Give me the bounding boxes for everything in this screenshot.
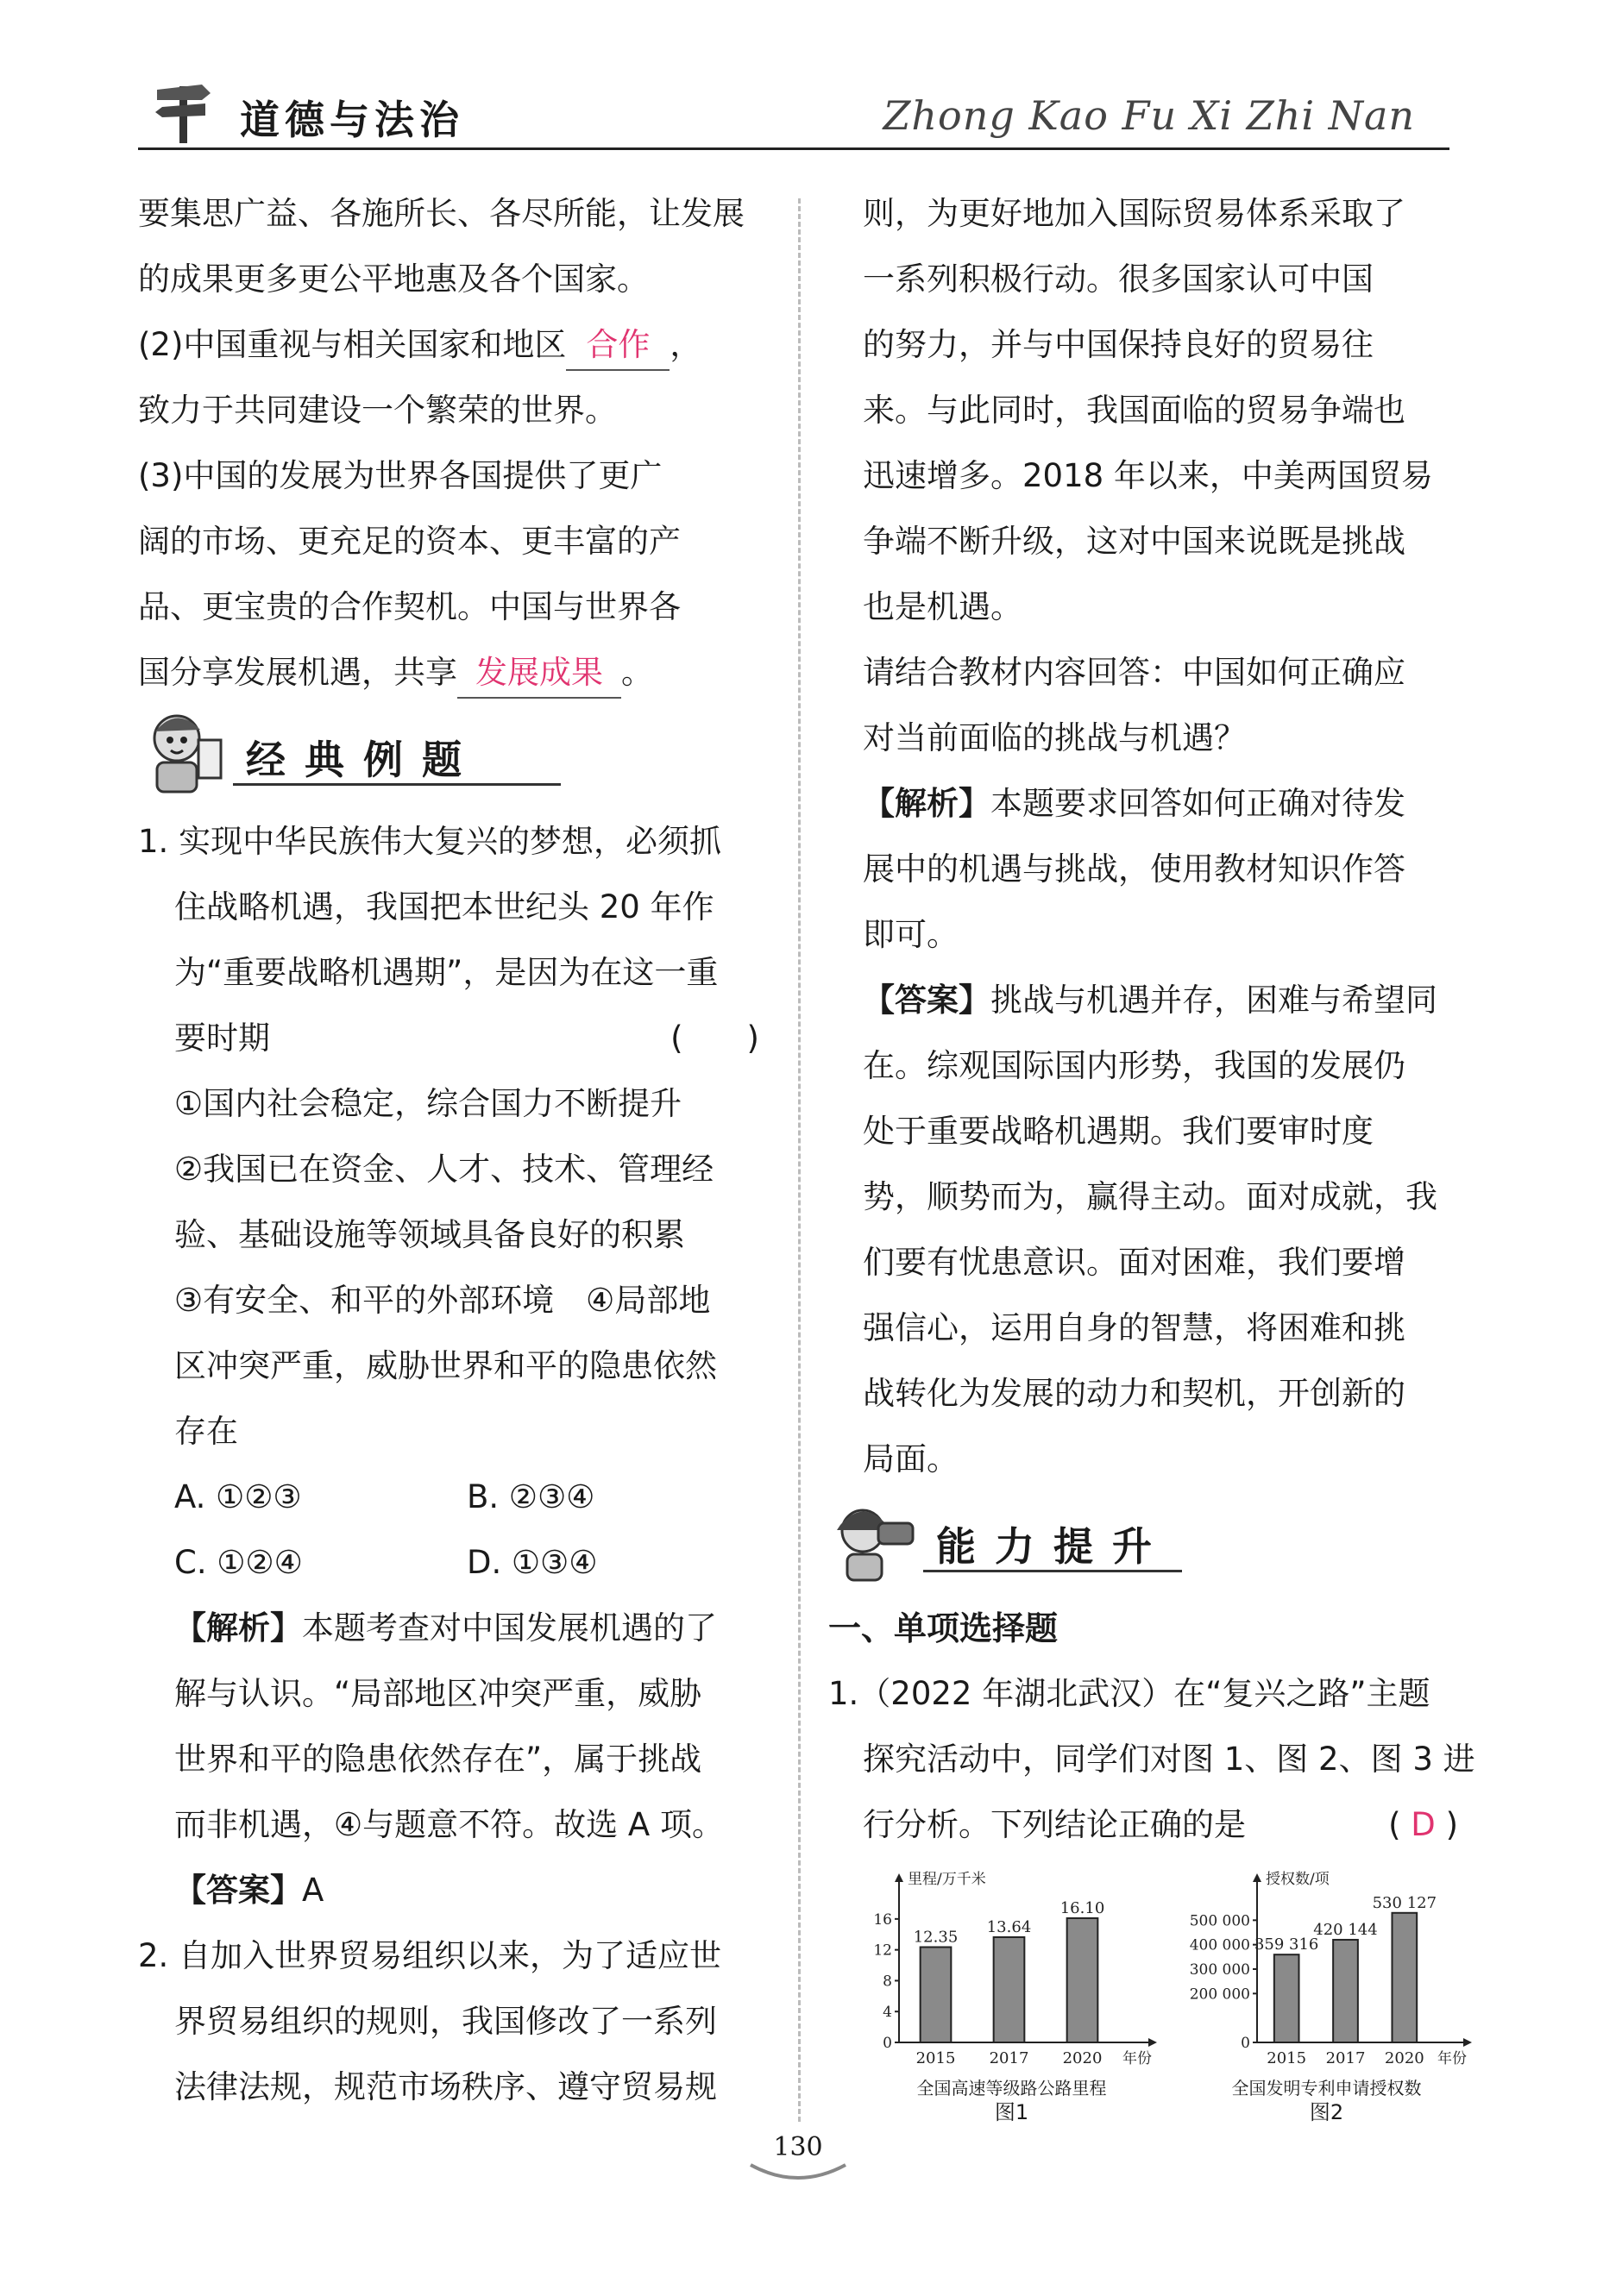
y-tick-label: 300 000 <box>1189 1961 1250 1979</box>
x-axis-arrow <box>1463 2038 1472 2047</box>
option-d: D. ①③④ <box>467 1544 598 1581</box>
banner-rule <box>233 783 561 786</box>
text-line: 行分析。下列结论正确的是 ( D ) <box>863 1792 1458 1858</box>
question-1: 1. 实现中华民族伟大复兴的梦想，必须抓 <box>138 823 722 860</box>
data-label: 420 144 <box>1313 1920 1378 1939</box>
text-line: 战转化为发展的动力和契机，开创新的 <box>863 1375 1405 1412</box>
section-banner-ability <box>828 1492 1458 1596</box>
data-label: 16.10 <box>1059 1898 1105 1917</box>
x-axis-label: 年份 <box>1437 2050 1467 2067</box>
text-line: 存在 <box>174 1413 238 1450</box>
text-line: 来。与此同时，我国面临的贸易争端也 <box>863 392 1405 429</box>
text-line: (3)中国的发展为世界各国提供了更广 <box>138 457 663 494</box>
data-label: 12.35 <box>913 1928 959 1947</box>
answer-paren: ( ) <box>670 1019 759 1057</box>
bar <box>1067 1918 1098 2042</box>
page-number: 130 <box>773 2132 823 2162</box>
figure-1 <box>863 1870 1160 2125</box>
x-axis-arrow <box>1148 2038 1157 2047</box>
options-row-1 <box>138 1465 759 1530</box>
text-line: 的努力，并与中国保持良好的贸易往 <box>863 326 1374 363</box>
left-column <box>138 181 759 2120</box>
section-heading: 一、单项选择题 <box>828 1609 1059 1647</box>
option-a: A. ①②③ <box>174 1478 302 1515</box>
text-line: 解与认识。“局部地区冲突严重，威胁 <box>174 1675 702 1712</box>
y-tick-label: 12 <box>873 1942 892 1960</box>
figure-label: 图2 <box>1309 2100 1344 2124</box>
bar <box>921 1948 952 2043</box>
signpost-icon <box>154 78 214 145</box>
text-line: 强信心，运用自身的智慧，将困难和挑 <box>863 1309 1405 1346</box>
text-line: 也是机遇。 <box>863 588 1022 625</box>
text-line: 致力于共同建设一个繁荣的世界。 <box>138 392 617 429</box>
text-line: 阔的市场、更充足的资本、更丰富的产 <box>138 523 681 560</box>
option-c: C. ①②④ <box>174 1544 303 1581</box>
x-tick-label: 2017 <box>989 2049 1029 2067</box>
bar <box>1274 1954 1299 2042</box>
text-line: 为“重要战略机遇期”，是因为在这一重 <box>174 954 719 991</box>
text-line: 则，为更好地加入国际贸易体系采取了 <box>863 195 1405 232</box>
y-tick-label: 500 000 <box>1189 1912 1250 1930</box>
y-tick-label: 200 000 <box>1189 1985 1250 2004</box>
statement-1: ①国内社会稳定，综合国力不断提升 <box>174 1085 682 1122</box>
text-line: 势，顺势而为，赢得主动。面对成就，我 <box>863 1178 1437 1215</box>
chart-title: 全国发明专利申请授权数 <box>1231 2078 1422 2098</box>
figure-2 <box>1178 1870 1475 2125</box>
y-tick-label: 16 <box>873 1910 892 1929</box>
options-row-2 <box>138 1530 759 1596</box>
x-tick-label: 2017 <box>1325 2049 1366 2067</box>
text-line: 争端不断升级，这对中国来说既是挑战 <box>863 523 1405 560</box>
y-axis-label: 授权数/项 <box>1266 1871 1330 1888</box>
y-tick-label: 0 <box>883 2035 892 2052</box>
bar-chart-1 <box>863 1870 1160 2077</box>
analysis: 【解析】本题要求回答如何正确对待发 <box>863 785 1405 822</box>
answer: 【答案】A <box>174 1872 324 1909</box>
section-banner-classic <box>138 706 759 809</box>
page-header <box>138 82 1449 151</box>
x-tick-label: 2020 <box>1384 2049 1424 2067</box>
text-line: 一系列积极行动。很多国家认可中国 <box>863 260 1374 298</box>
text-line: 品、更宝贵的合作契机。中国与世界各 <box>138 588 681 625</box>
text-line: 住战略机遇，我国把本世纪头 20 年作 <box>174 888 714 925</box>
answer: 【答案】挑战与机遇并存，困难与希望同 <box>863 982 1437 1019</box>
text-line: 即可。 <box>863 916 959 953</box>
text-line: 界贸易组织的规则，我国修改了一系列 <box>174 2003 717 2040</box>
text-line: 在。综观国际国内形势，我国的发展仍 <box>863 1047 1405 1084</box>
option-b: B. ②③④ <box>467 1478 595 1515</box>
text-line: 探究活动中，同学们对图 1、图 2、图 3 进 <box>863 1741 1475 1778</box>
x-tick-label: 2015 <box>1267 2049 1307 2067</box>
figure-label: 图1 <box>994 2100 1029 2124</box>
mascot-icon <box>828 1492 923 1587</box>
question-1: 1.（2022 年湖北武汉）在“复兴之路”主题 <box>828 1675 1430 1712</box>
answer-paren: ( D ) <box>1388 1806 1458 1843</box>
item-3-end: 国分享发展机遇，共享 发展成果 。 <box>138 640 759 706</box>
x-tick-label: 2020 <box>1062 2049 1103 2067</box>
answer-blank: 发展成果 <box>457 649 621 699</box>
question-2: 2. 自加入世界贸易组织以来，为了适应世 <box>138 1937 722 1974</box>
text-line: 对当前面临的挑战与机遇？ <box>863 719 1246 756</box>
text-line: 展中的机遇与挑战，使用教材知识作答 <box>863 850 1405 888</box>
banner-rule <box>923 1570 1182 1572</box>
statement-3: ③有安全、和平的外部环境 ④局部地 <box>174 1282 711 1319</box>
x-axis-label: 年份 <box>1122 2050 1152 2067</box>
y-axis-label: 里程/万千米 <box>908 1871 986 1888</box>
bar-chart-2 <box>1178 1870 1475 2077</box>
text-line: 要集思广益、各施所长、各尽所能，让发展 <box>138 195 745 232</box>
banner-title: 能力提升 <box>936 1523 1171 1570</box>
y-tick-label: 400 000 <box>1189 1936 1250 1954</box>
bar <box>994 1937 1025 2042</box>
bar <box>1392 1913 1417 2042</box>
text-line: 要时期 ( ) <box>138 1006 759 1071</box>
data-label: 13.64 <box>986 1917 1032 1936</box>
text-line: 世界和平的隐患依然存在”，属于挑战 <box>174 1741 702 1778</box>
bar <box>1333 1940 1358 2042</box>
mascot-icon <box>138 706 233 800</box>
y-tick-label: 4 <box>883 2004 892 2022</box>
subject-title: 道德与法治 <box>240 97 464 143</box>
y-tick-label: 8 <box>883 1973 892 1991</box>
text-line: 处于重要战略机遇期。我们要审时度 <box>863 1113 1374 1150</box>
text-line: 们要有忧患意识。面对困难，我们要增 <box>863 1244 1405 1281</box>
statement-2: ②我国已在资金、人才、技术、管理经 <box>174 1151 714 1188</box>
header-rule <box>138 147 1449 150</box>
text-line: 的成果更多更公平地惠及各个国家。 <box>138 260 649 298</box>
text-line: 验、基础设施等领域具备良好的积累 <box>174 1216 685 1253</box>
data-label: 359 316 <box>1254 1935 1319 1954</box>
page-number-ornament <box>746 2156 850 2186</box>
text-line: 而非机遇，④与题意不符。故选 A 项。 <box>174 1806 725 1843</box>
right-column <box>828 181 1475 2125</box>
figure-row <box>863 1870 1467 2125</box>
answer-letter: D <box>1411 1806 1436 1843</box>
banner-title: 经典例题 <box>246 737 481 783</box>
chart-title: 全国高速等级路公路里程 <box>916 2078 1107 2098</box>
y-axis-arrow <box>1253 1873 1261 1882</box>
text-line: 局面。 <box>863 1440 959 1477</box>
y-tick-label: 0 <box>1241 2035 1250 2052</box>
item-2: (2)中国重视与相关国家和地区 合作 ， <box>138 312 759 378</box>
data-label: 530 127 <box>1372 1893 1437 1912</box>
column-divider <box>798 198 801 2122</box>
answer-blank: 合作 <box>566 321 670 371</box>
y-axis-arrow <box>895 1873 903 1882</box>
series-title: Zhong Kao Fu Xi Zhi Nan <box>883 92 1415 139</box>
text-line: 迅速增多。2018 年以来，中美两国贸易 <box>863 457 1433 494</box>
text-line: 法律法规，规范市场秩序、遵守贸易规 <box>174 2068 717 2105</box>
analysis: 【解析】本题考查对中国发展机遇的了 <box>174 1609 717 1647</box>
question-prompt: 请结合教材内容回答：中国如何正确应 <box>863 654 1405 691</box>
text-line: 区冲突严重，威胁世界和平的隐患依然 <box>174 1347 717 1384</box>
x-tick-label: 2015 <box>915 2049 956 2067</box>
